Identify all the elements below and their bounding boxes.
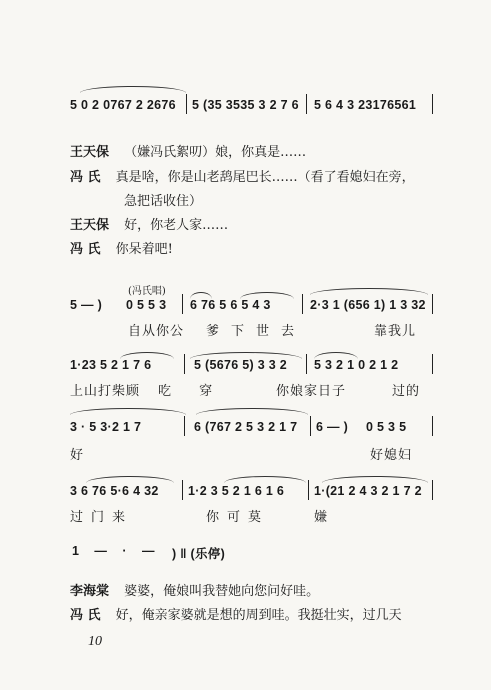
- dialogue-line: [70, 238, 173, 257]
- barline: [182, 480, 183, 500]
- dialogue-text: （嫌冯氏絮叨）娘，你真是……: [124, 145, 307, 160]
- lyric: 靠我儿: [374, 324, 417, 339]
- barline: [432, 294, 433, 314]
- ending-barline-and-cue: ) ‖ (乐停): [172, 547, 226, 561]
- dialogue-continuation: 急把话收住）: [124, 194, 203, 209]
- slur: [224, 476, 306, 483]
- speaker: 王天保: [70, 145, 110, 160]
- notation-line4-m2: 6 (767 2 5 3 2 1 7: [194, 420, 298, 434]
- notation-line4-m1: 3 · 5 3·2 1 7: [70, 420, 142, 434]
- barline: [308, 480, 309, 500]
- dialogue-text: 好，俺亲家婆就是想的周到哇。我挺壮实，过几天: [115, 608, 402, 623]
- dialogue-text: 好，你老人家……: [124, 218, 229, 233]
- lyric: 上山打柴顾: [70, 384, 141, 399]
- notation-line4-m3: 6 — ): [316, 420, 349, 434]
- barline: [184, 354, 185, 374]
- slur: [70, 408, 186, 415]
- page-number: 10: [88, 634, 102, 649]
- speaker: 冯 氏: [70, 608, 101, 623]
- dialogue-line: [70, 214, 228, 233]
- dialogue-text: 婆婆，俺娘叫我替她向您问好哇。: [124, 584, 320, 599]
- notation-line6: 1 — · —: [72, 544, 161, 558]
- notation-line2-m1: 0 5 5 3: [126, 298, 167, 312]
- notation-line1-m1: 5 0 2 0767 2 2676: [70, 98, 176, 112]
- lyric: 好媳妇: [370, 448, 413, 463]
- speaker: 王天保: [70, 218, 110, 233]
- dialogue-text: 你呆着吧!: [115, 242, 173, 257]
- slur: [86, 476, 174, 483]
- barline: [432, 416, 433, 436]
- notation-line1-m3: 5 6 4 3 23176561: [314, 98, 417, 112]
- barline: [306, 354, 307, 374]
- notation-line3-m1: 1·23 5 2 1 7 6: [70, 358, 152, 372]
- barline: [302, 294, 303, 314]
- notation-line1-m2: 5 (35 3535 3 2 7 6: [192, 98, 299, 112]
- lyric: 爹下世去: [206, 324, 307, 339]
- lyric: 你娘家日子: [276, 384, 347, 399]
- lyric: 你可莫: [206, 510, 270, 525]
- slur: [80, 86, 186, 93]
- barline: [432, 480, 433, 500]
- notation-line2-m3: 2·3 1 (656 1) 1 3 32: [310, 298, 426, 312]
- dialogue-line: [70, 166, 415, 185]
- speaker: 李海棠: [70, 584, 110, 599]
- notation-line4-m4: 0 5 3 5: [366, 420, 407, 434]
- barline: [182, 294, 183, 314]
- barline: [310, 416, 311, 436]
- singer-label: (冯氏唱): [128, 286, 166, 297]
- lyric: 吃 穿: [158, 384, 225, 399]
- notation-line5-m3: 1·(21 2 4 3 2 1 7 2: [314, 484, 422, 498]
- dialogue-line: [70, 580, 319, 599]
- notation-line2-intro: 5 — ): [70, 298, 103, 312]
- dialogue-line: [70, 141, 306, 160]
- lyric: 自从你公: [128, 324, 185, 339]
- dialogue-text: 真是啥，你是山老鸹尾巴长……（看了看媳妇在旁，: [115, 170, 415, 185]
- barline: [432, 354, 433, 374]
- speaker: 冯 氏: [70, 242, 101, 257]
- speaker: 冯 氏: [70, 170, 101, 185]
- slur: [322, 476, 428, 483]
- dialogue-line: [70, 604, 402, 623]
- notation-line3-m3: 5 3 2 1 0 2 1 2: [314, 358, 399, 372]
- lyric: 嫌: [314, 510, 329, 525]
- slur: [196, 408, 308, 415]
- barline: [432, 94, 433, 114]
- barline: [306, 94, 307, 114]
- barline: [186, 94, 187, 114]
- notation-line5-m2: 1·2 3 5 2 1 6 1 6: [188, 484, 285, 498]
- lyric: 好: [70, 448, 85, 463]
- notation-line2-m2: 6 76 5 6 5 4 3: [190, 298, 271, 312]
- lyric: 过的: [392, 384, 421, 399]
- slur: [310, 288, 428, 295]
- notation-line5-m1: 3 6 76 5·6 4 32: [70, 484, 159, 498]
- lyric: 过门来: [70, 510, 134, 525]
- notation-line3-m2: 5 (5676 5) 3 3 2: [194, 358, 288, 372]
- barline: [184, 416, 185, 436]
